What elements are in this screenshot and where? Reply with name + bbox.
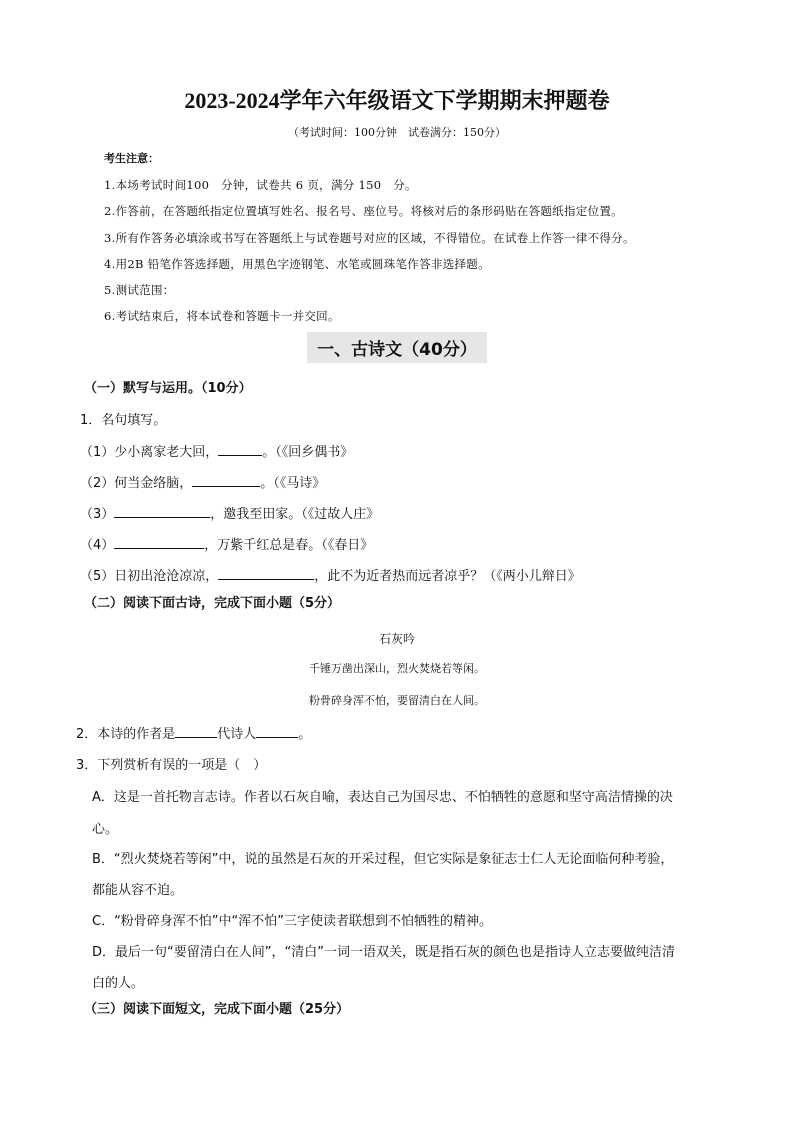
notice-heading: 考生注意： — [104, 152, 159, 165]
option-a: A．这是一首托物言志诗。作者以石灰自喻，表达自己为国尽忠、不怕牺牲的意愿和坚守高洁情操的决 — [92, 790, 673, 805]
option-c: C．“粉骨碎身浑不怕”中“浑不怕”三字使读者联想到不怕牺牲的精神。 — [92, 914, 493, 929]
page-title: 2023-2024学年六年级语文下学期期末押题卷 — [184, 88, 610, 113]
question-1: 1．名句填写。 — [80, 413, 167, 428]
exam-info: （考试时间：100分钟 试卷满分：150分） — [288, 126, 506, 139]
notice-item: 1.本场考试时间100 分钟，试卷共 6 页，满分 150 分。 — [104, 178, 417, 192]
fill-item-suffix: 。（《马诗》 — [260, 476, 326, 491]
poem-line: 粉骨碎身浑不怕，要留清白在人间。 — [309, 694, 485, 707]
answer-blank[interactable] — [218, 441, 262, 456]
q2-text-c: 。 — [298, 727, 312, 742]
fill-item — [80, 565, 581, 584]
notice-item: 5.测试范围： — [104, 283, 175, 297]
fill-item-suffix: ，万紫千红总是春。（《春日》 — [204, 538, 374, 553]
fill-item — [80, 534, 373, 553]
option-a-cont: 心。 — [92, 822, 119, 837]
option-b-cont: 都能从容不迫。 — [92, 883, 184, 898]
answer-blank[interactable] — [114, 503, 210, 518]
fill-item-prefix: （1）少小离家老大回， — [80, 445, 219, 460]
option-d: D．最后一句“要留清白在人间”，“清白”一词一语双关，既是指石灰的颜色也是指诗人立志要做纯洁清 — [92, 945, 675, 960]
option-b: B．“烈火焚烧若等闲”中，说的虽然是石灰的开采过程，但它实际是象征志士仁人无论面临何种考验， — [92, 852, 674, 867]
part-heading: （三）阅读下面短文，完成下面小题（25分） — [84, 1002, 350, 1017]
fill-item-suffix: ，邀我至田家。（《过故人庄》 — [210, 507, 380, 522]
answer-blank[interactable] — [175, 723, 217, 738]
poem-line: 千锤万凿出深山，烈火焚烧若等闲。 — [309, 662, 485, 675]
q2-text-b: 代诗人 — [217, 727, 257, 742]
fill-item — [80, 441, 353, 460]
question-2 — [76, 723, 311, 742]
notice-item: 4.用2B 铅笔作答选择题，用黑色字迹钢笔、水笔或圆珠笔作答非选择题。 — [104, 257, 490, 271]
notice-item: 6.考试结束后，将本试卷和答题卡一并交回。 — [104, 309, 340, 323]
fill-item-prefix: （3） — [80, 507, 115, 522]
answer-blank[interactable] — [114, 534, 204, 549]
notice-item: 2.作答前，在答题纸指定位置填写姓名、报名号、座位号。将核对后的条形码贴在答题纸指定位置。 — [104, 204, 623, 218]
fill-item-prefix: （5）日初出沧沧凉凉， — [80, 569, 219, 584]
fill-item — [80, 503, 379, 522]
answer-blank[interactable] — [192, 472, 260, 487]
fill-item — [80, 472, 325, 491]
fill-item-suffix: ，此不为近者热而远者凉乎？（《两小儿辩日》 — [314, 569, 581, 584]
part-heading: （一）默写与运用。（10分） — [84, 381, 252, 396]
q2-text-a: 2．本诗的作者是 — [76, 727, 176, 742]
section-heading — [0, 332, 794, 363]
option-d-cont: 白的人。 — [92, 976, 145, 991]
section-heading-text: 一、古诗文（40分） — [307, 332, 487, 363]
question-3: 3．下列赏析有误的一项是（ ） — [76, 758, 267, 773]
part-heading: （二）阅读下面古诗，完成下面小题（5分） — [84, 596, 341, 611]
notice-item: 3.所有作答务必填涂或书写在答题纸上与试卷题号对应的区域，不得错位。在试卷上作答一律不得分。 — [104, 231, 635, 245]
fill-item-prefix: （2）何当金络脑， — [80, 476, 193, 491]
poem-title: 石灰吟 — [378, 632, 415, 646]
answer-blank[interactable] — [218, 565, 314, 580]
answer-blank[interactable] — [256, 723, 298, 738]
fill-item-suffix: 。（《回乡偶书》 — [262, 445, 354, 460]
fill-item-prefix: （4） — [80, 538, 115, 553]
